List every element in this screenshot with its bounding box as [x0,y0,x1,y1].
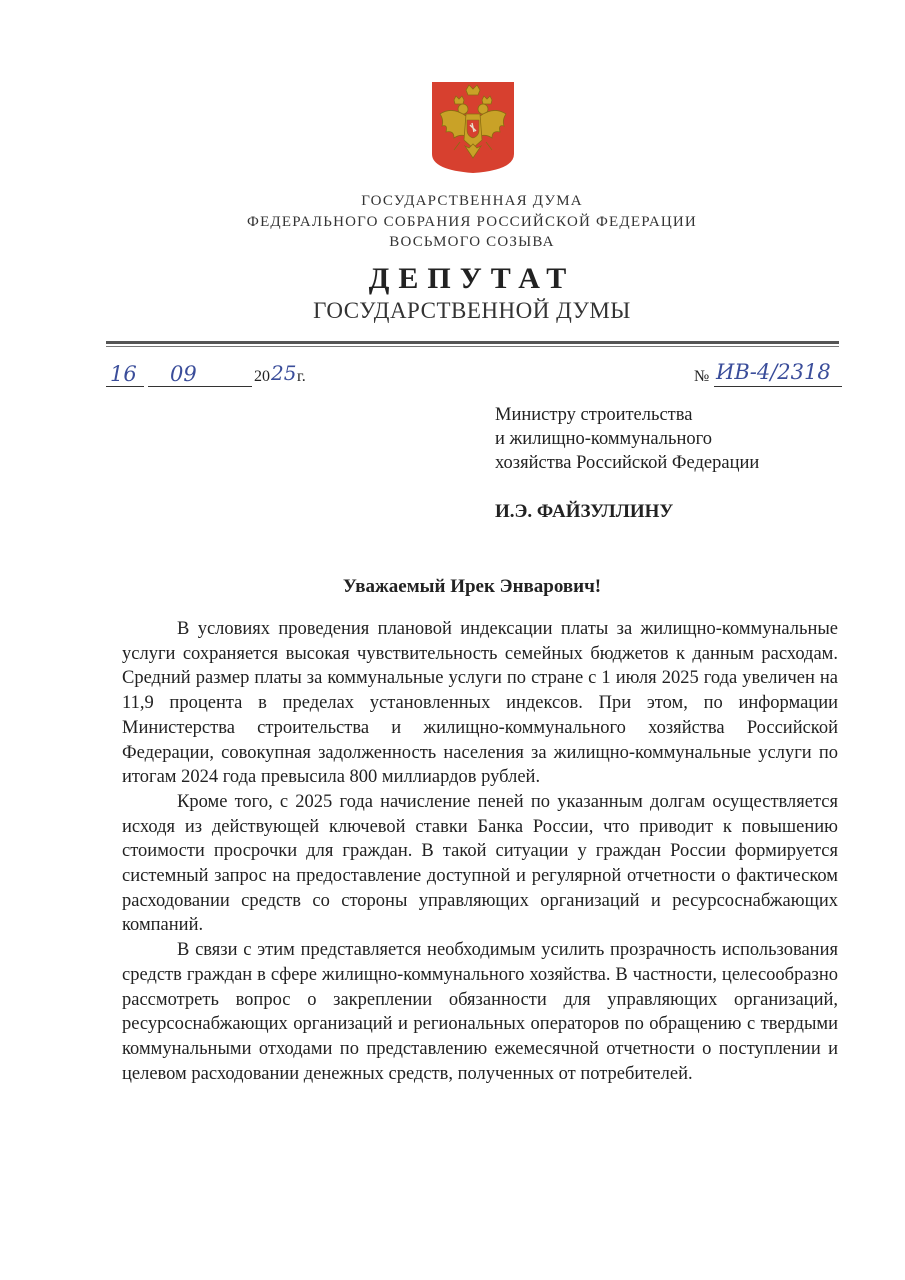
header-rule-thin [106,346,839,347]
date-month-underline [148,386,252,387]
emblem [430,80,516,174]
header-rule-thick [106,341,839,344]
document-number: ИВ-4/2318 [716,360,831,384]
addressee-line3: хозяйства Российской Федерации [495,453,760,473]
paragraph-3: В связи с этим представляется необходимым усилить прозрачность использования средств граждан в сфере жилищно-коммунального хозяйства. В частности, целесообразно рассмотреть вопрос о закреплении обязанности для управляющих организаций, ресурсоснабжающих организаций и региональных операторов по обращению с твердыми коммунальными отходами по представлению ежемесячной отчетности о поступлении и целевом расходовании денежных средств, полученных от потребителей. [122,940,838,1084]
letter-body [122,617,838,1086]
date-day-underline [106,386,144,387]
salutation: Уважаемый Ирек Энварович! [342,576,602,597]
date-year-prefix: 20 [254,368,270,385]
recipient-name: И.Э. ФАЙЗУЛЛИНУ [495,501,674,522]
letterhead-subtitle: ГОСУДАРСТВЕННОЙ ДУМЫ [313,298,631,323]
paragraph-2: Кроме того, с 2025 года начисление пеней по указанным долгам осуществляется исходя из действующей ключевой ставки Банка России, что приводит к повышению стоимости просрочки для граждан. В такой ситуации у граждан России формируется системный запрос на предоставление доступной и регулярной отчетности о фактическом расходовании средств со стороны управляющих организаций и ресурсоснабжающих компаний. [122,791,838,936]
number-underline [714,386,842,387]
number-sign: № [694,368,710,385]
date-day: 16 [110,362,137,386]
paragraph-1: В условиях проведения плановой индексации платы за жилищно-коммунальные услуги сохраняется высокая чувствительность семейных бюджетов к данным расходам. Средний размер платы за коммунальные услуги по стране с 1 июля 2025 года увеличен на 11,9 процента в пределах установленных индексов. При этом, по информации Министерства строительства и жилищно-коммунального хозяйства Российской Федерации, совокупная задолженность населения за жилищно-коммунальные услуги по итогам 2024 года превысила 800 миллиардов рублей. [122,619,838,788]
org-name-line2: ФЕДЕРАЛЬНОГО СОБРАНИЯ РОССИЙСКОЙ ФЕДЕРАЦИИ [247,214,697,230]
date-year-label: г. [297,368,306,385]
date-month: 09 [170,362,197,386]
addressee-line2: и жилищно-коммунального [495,429,712,449]
date-year-suffix: 25 [271,361,297,385]
addressee-line1: Министру строительства [495,405,693,425]
addressee-block [495,403,759,475]
org-name-line1: ГОСУДАРСТВЕННАЯ ДУМА [361,193,583,209]
org-name-line3: ВОСЬМОГО СОЗЫВА [389,234,555,250]
russian-coat-of-arms-icon [430,80,516,174]
letterhead-title: ДЕПУТАТ [368,262,576,295]
